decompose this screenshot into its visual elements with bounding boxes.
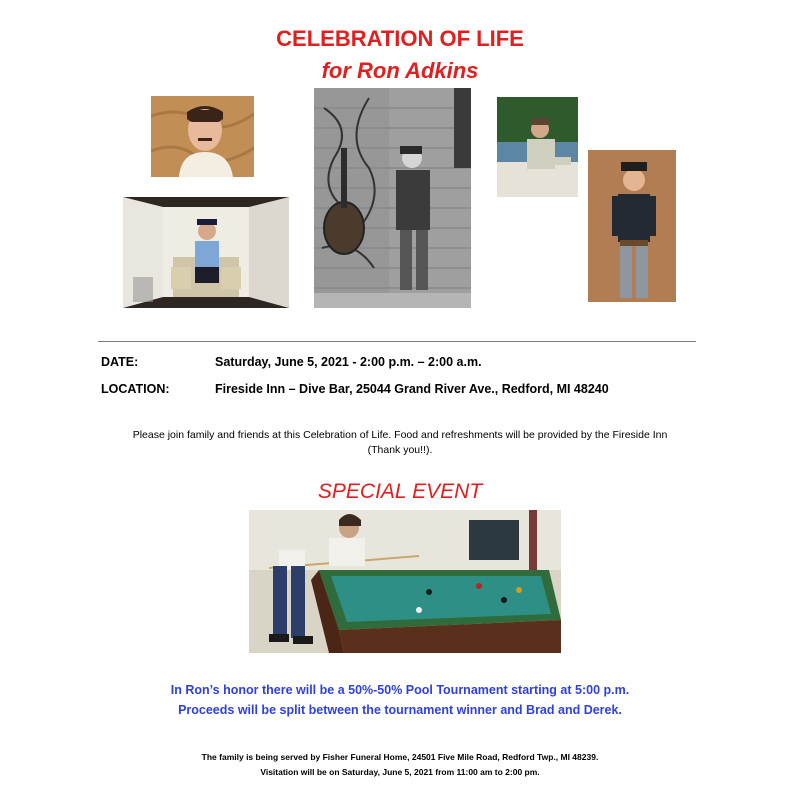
location-value: Fireside Inn – Dive Bar, 25044 Grand River Ave., Redford, MI 48240 <box>215 382 609 396</box>
footer-visitation: Visitation will be on Saturday, June 5, 2021 from 11:00 am to 2:00 pm. <box>260 767 540 777</box>
page-subtitle: for Ron Adkins <box>321 58 479 83</box>
boat-photo <box>497 97 578 197</box>
special-event-heading: SPECIAL EVENT <box>317 480 483 503</box>
invitation-text <box>90 428 710 458</box>
guitar-wall-photo <box>314 88 471 308</box>
portrait-photo-wood-panel <box>151 96 254 177</box>
tournament-announcement-line-1: In Ron’s honor there will be a 50%-50% Pool Tournament starting at 5:00 p.m. <box>170 683 630 697</box>
date-value: Saturday, June 5, 2021 - 2:00 p.m. – 2:00 a.m. <box>215 355 482 369</box>
pool-table-photo <box>249 510 561 653</box>
invitation-line-2: (Thank you!!). <box>367 444 433 456</box>
location-label: LOCATION: <box>101 382 170 396</box>
van-photo <box>123 197 289 308</box>
section-divider <box>98 341 696 342</box>
footer-funeral-home: The family is being served by Fisher Funeral Home, 24501 Five Mile Road, Redford Twp., MI 48239. <box>201 752 599 762</box>
uniform-photo <box>588 150 676 302</box>
invitation-line-1: Please join family and friends at this Celebration of Life. Food and refreshments will be provided by the Fireside Inn <box>132 429 668 441</box>
date-label: DATE: <box>101 355 139 369</box>
tournament-announcement-line-2: Proceeds will be split between the tournament winner and Brad and Derek. <box>178 703 622 717</box>
page-title: CELEBRATION OF LIFE <box>276 26 524 51</box>
